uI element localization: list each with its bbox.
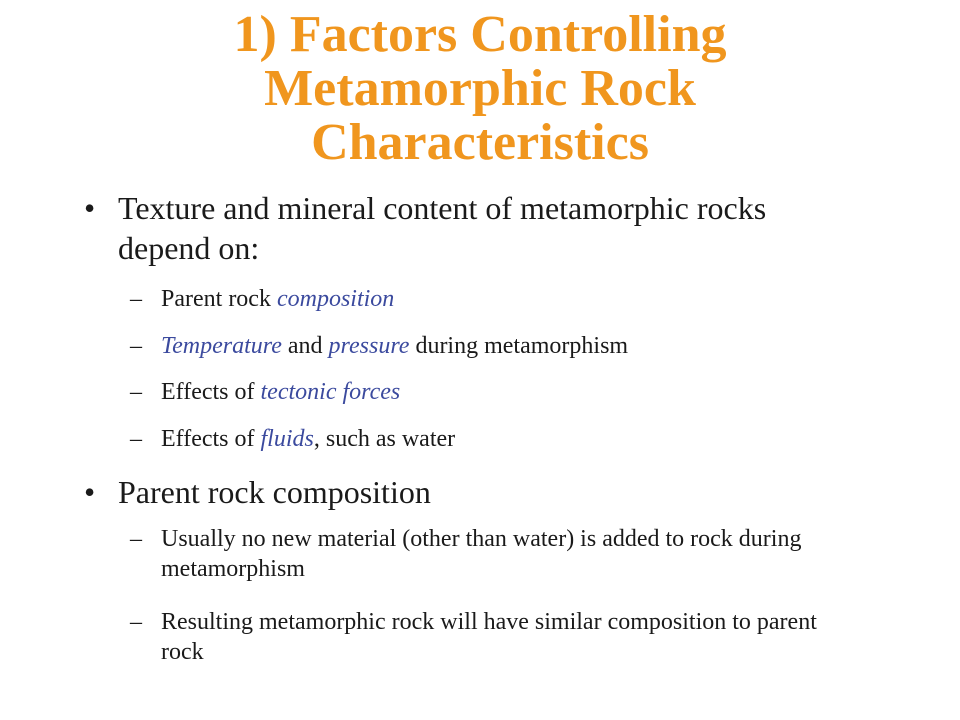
title-line-1: 1) Factors Controlling xyxy=(233,6,727,63)
subitem-parent-rock-composition xyxy=(130,284,850,314)
bullet-text: Parent rock composition xyxy=(118,474,431,510)
subitem-similar-composition xyxy=(130,607,850,667)
emphasis-tectonic-forces: tectonic forces xyxy=(260,379,401,405)
subitem-fluids xyxy=(130,424,850,454)
emphasis-composition: composition xyxy=(276,286,395,312)
subitem-text xyxy=(161,284,850,314)
slide-title xyxy=(0,8,960,170)
subitem-dash: – xyxy=(130,286,142,312)
subitem-text-plain: Parent rock xyxy=(161,286,277,312)
subitem-dash: – xyxy=(130,609,142,635)
subitem-text xyxy=(161,424,850,454)
title-line-2: Metamorphic Rock xyxy=(264,60,696,117)
subitem-text-plain: Effects of xyxy=(161,426,261,452)
subitem-text: Resulting metamorphic rock will have similar composition to parent rock xyxy=(161,609,817,665)
subitem-text xyxy=(161,331,850,361)
emphasis-pressure: pressure xyxy=(328,333,410,359)
emphasis-temperature: Temperature xyxy=(161,333,282,359)
emphasis-fluids: fluids xyxy=(260,426,314,452)
bullet-symbol: • xyxy=(84,474,96,510)
subitem-no-new-material xyxy=(130,524,850,584)
subitem-dash: – xyxy=(130,333,142,359)
title-line-3: Characteristics xyxy=(311,114,649,171)
bullet-text: Texture and mineral content of metamorphic rocks depend on: xyxy=(118,190,767,266)
subitem-tectonic-forces xyxy=(130,377,850,407)
bullet-symbol: • xyxy=(84,190,96,226)
subitem-dash: – xyxy=(130,526,142,552)
subitem-dash: – xyxy=(130,426,142,452)
subitem-text-plain: , such as water xyxy=(313,426,456,452)
subitem-text-plain: during metamorphism xyxy=(409,333,629,359)
bullet-texture-mineral xyxy=(84,188,844,268)
subitem-text-plain: and xyxy=(281,333,329,359)
subitem-text: Usually no new material (other than water) is added to rock during metamorphism xyxy=(161,526,802,582)
bullet-parent-rock-composition xyxy=(84,472,844,512)
subitem-text-plain: Effects of xyxy=(161,379,261,405)
subitem-text xyxy=(161,377,850,407)
subitem-dash: – xyxy=(130,379,142,405)
subitem-temperature-pressure xyxy=(130,331,850,361)
